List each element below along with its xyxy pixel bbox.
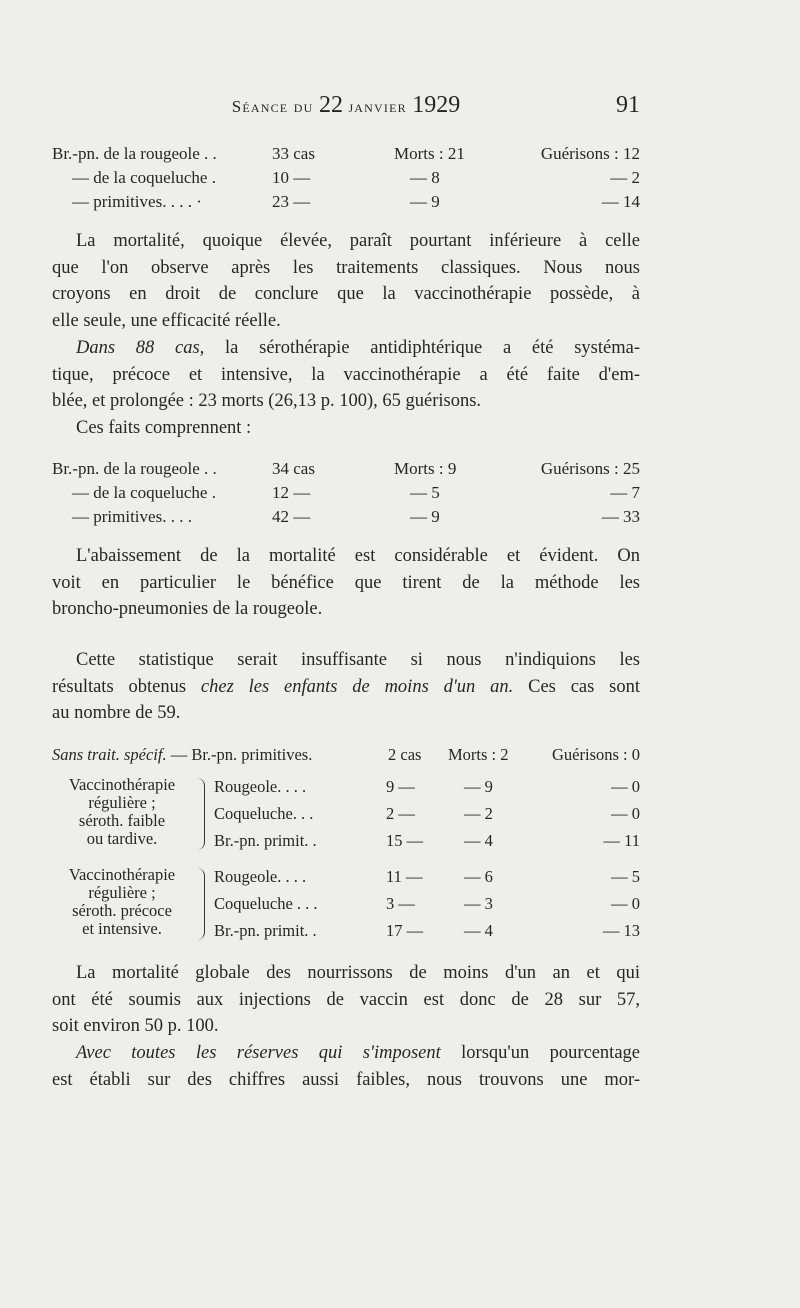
row-label: Br.-pn. primit. . [214, 921, 317, 940]
row-deaths: — 4 [464, 831, 493, 850]
row-deaths: Morts : 9 [394, 459, 457, 478]
row-recoveries: — 5 [611, 867, 640, 886]
row-label: Br.-pn. de la rougeole . . [52, 459, 217, 478]
row-label: Coqueluche . . . [214, 894, 318, 913]
header-title-prefix: Séance du [231, 97, 314, 116]
paragraph-88-cases [52, 335, 640, 415]
text-line [52, 1040, 640, 1067]
row-label [52, 745, 312, 765]
header-title [52, 92, 640, 119]
row-recoveries: — 14 [601, 192, 640, 211]
row-deaths: — 8 [410, 168, 440, 187]
row-deaths: — 2 [464, 804, 493, 823]
row-recoveries: Guérisons : 12 [540, 144, 640, 163]
brace [196, 778, 205, 850]
row-recoveries: — 2 [610, 168, 640, 187]
row-label: Br.-pn. primit. . [214, 831, 317, 850]
row-deaths: — 3 [464, 894, 493, 913]
row-label: — de la coqueluche . [72, 168, 216, 187]
header-title-day: 22 [318, 92, 343, 118]
row-cases: 34 cas [272, 459, 315, 478]
text-line: Vaccinothérapie [68, 775, 176, 794]
row-cases: 3 — [386, 894, 415, 913]
text-line: Cette statistique serait insuffisante si nous n'indiquions les [76, 650, 640, 670]
italic-text: Dans 88 cas, [76, 338, 205, 358]
text-line [52, 335, 640, 362]
row-deaths: — 5 [410, 483, 440, 502]
row-recoveries: Guérisons : 0 [552, 745, 640, 764]
row-cases: 12 — [272, 483, 311, 502]
row-recoveries: Guérisons : 25 [540, 459, 640, 478]
row-cases: 11 — [386, 867, 423, 886]
row-cases: 2 cas [388, 745, 422, 764]
text-line: est établi sur des chiffres aussi faibles, nous trouvons une mor- [52, 1069, 640, 1090]
row-label: — de la coqueluche . [72, 483, 216, 502]
page-number: 91 [616, 92, 640, 118]
group-label-2 [50, 866, 194, 938]
paragraph-statistics [52, 647, 640, 727]
text-line: et intensive. [82, 919, 162, 938]
text-span: la sérothérapie antidiphtérique a été systéma- [225, 338, 640, 358]
italic-text: chez les enfants de moins d'un an. [200, 676, 514, 697]
paragraph-lowering [52, 543, 640, 623]
text-line: ont été soumis aux injections de vaccin est donc de 28 sur 57, [52, 989, 640, 1010]
text-line: La mortalité globale des nourrissons de moins d'un an et qui [76, 963, 640, 983]
row-recoveries: — 0 [611, 894, 640, 913]
text-line: séroth. précoce [72, 901, 172, 920]
header-title-year: 1929 [412, 92, 461, 118]
row-cases: 9 — [386, 777, 415, 796]
row-label: Rougeole. . . . [214, 777, 307, 796]
running-header [52, 92, 640, 128]
text-line: ou tardive. [86, 829, 158, 848]
text-span: résultats obtenus [52, 676, 187, 697]
text-line: blée, et prolongée : 23 morts (26,13 p. 100), 65 guérisons. [52, 391, 482, 412]
paragraph-mortality [52, 228, 640, 334]
text-line: régulière ; [88, 793, 156, 812]
text-line: séroth. faible [78, 811, 166, 830]
row-deaths: — 9 [410, 192, 440, 211]
text-line: La mortalité, quoique élevée, paraît pourtant inférieure à celle [76, 231, 640, 251]
paragraph-reserves [52, 1040, 640, 1093]
text-line: au nombre de 59. [52, 703, 181, 724]
text-line: broncho-pneumonies de la rougeole. [52, 599, 323, 620]
row-cases: 42 — [272, 507, 311, 526]
text-line [52, 674, 640, 701]
italic-text: Sans trait. spécif. [52, 745, 167, 764]
italic-text: Avec toutes les réserves qui s'imposent [76, 1043, 441, 1063]
row-label: — primitives. . . . · [72, 192, 202, 211]
row-cases: 17 — [386, 921, 424, 940]
row-cases: 33 cas [272, 144, 315, 163]
text-line: voit en particulier le bénéfice que tirent de la méthode les [52, 572, 640, 593]
row-cases: 15 — [386, 831, 424, 850]
row-deaths: Morts : 21 [394, 144, 465, 163]
text-span: Ces cas sont [528, 676, 641, 697]
row-cases: 10 — [272, 168, 311, 187]
row-recoveries: — 13 [602, 921, 640, 940]
text-line: Vaccinothérapie [68, 865, 176, 884]
text-line: que l'on observe après les traitements classiques. Nous nous [52, 257, 640, 278]
row-deaths: — 6 [464, 867, 493, 886]
row-cases: 2 — [386, 804, 415, 823]
row-deaths: — 9 [410, 507, 440, 526]
row-deaths: Morts : 2 [448, 745, 509, 764]
group-label-1 [50, 776, 194, 848]
header-title-month: janvier [348, 97, 407, 116]
row-recoveries: — 0 [611, 777, 640, 796]
row-label: Rougeole. . . . [214, 867, 307, 886]
row-label: — primitives. . . . [72, 507, 192, 526]
text-line: tique, précoce et intensive, la vaccinothérapie a été faite d'em- [52, 364, 640, 385]
paragraph-these-facts [52, 415, 640, 442]
row-deaths: — 9 [464, 777, 493, 796]
row-label: Coqueluche. . . [214, 804, 314, 823]
text-line: L'abaissement de la mortalité est considérable et évident. On [76, 546, 640, 566]
paragraph-global-mortality [52, 960, 640, 1040]
text-line: Ces faits comprennent : [76, 418, 252, 438]
row-recoveries: — 11 [603, 831, 640, 850]
row-recoveries: — 7 [610, 483, 640, 502]
text-span: — Br.-pn. primitives. [170, 745, 313, 764]
text-line: régulière ; [88, 883, 156, 902]
text-line: soit environ 50 p. 100. [52, 1016, 219, 1037]
row-cases: 23 — [272, 192, 311, 211]
row-recoveries: — 0 [611, 804, 640, 823]
row-label: Br.-pn. de la rougeole . . [52, 144, 217, 163]
brace [196, 868, 205, 940]
row-recoveries: — 33 [601, 507, 640, 526]
text-line: croyons en droit de conclure que la vaccinothérapie possède, à [52, 284, 640, 305]
text-span: lorsqu'un pourcentage [461, 1043, 640, 1063]
row-deaths: — 4 [464, 921, 493, 940]
text-line: elle seule, une efficacité réelle. [52, 310, 281, 331]
